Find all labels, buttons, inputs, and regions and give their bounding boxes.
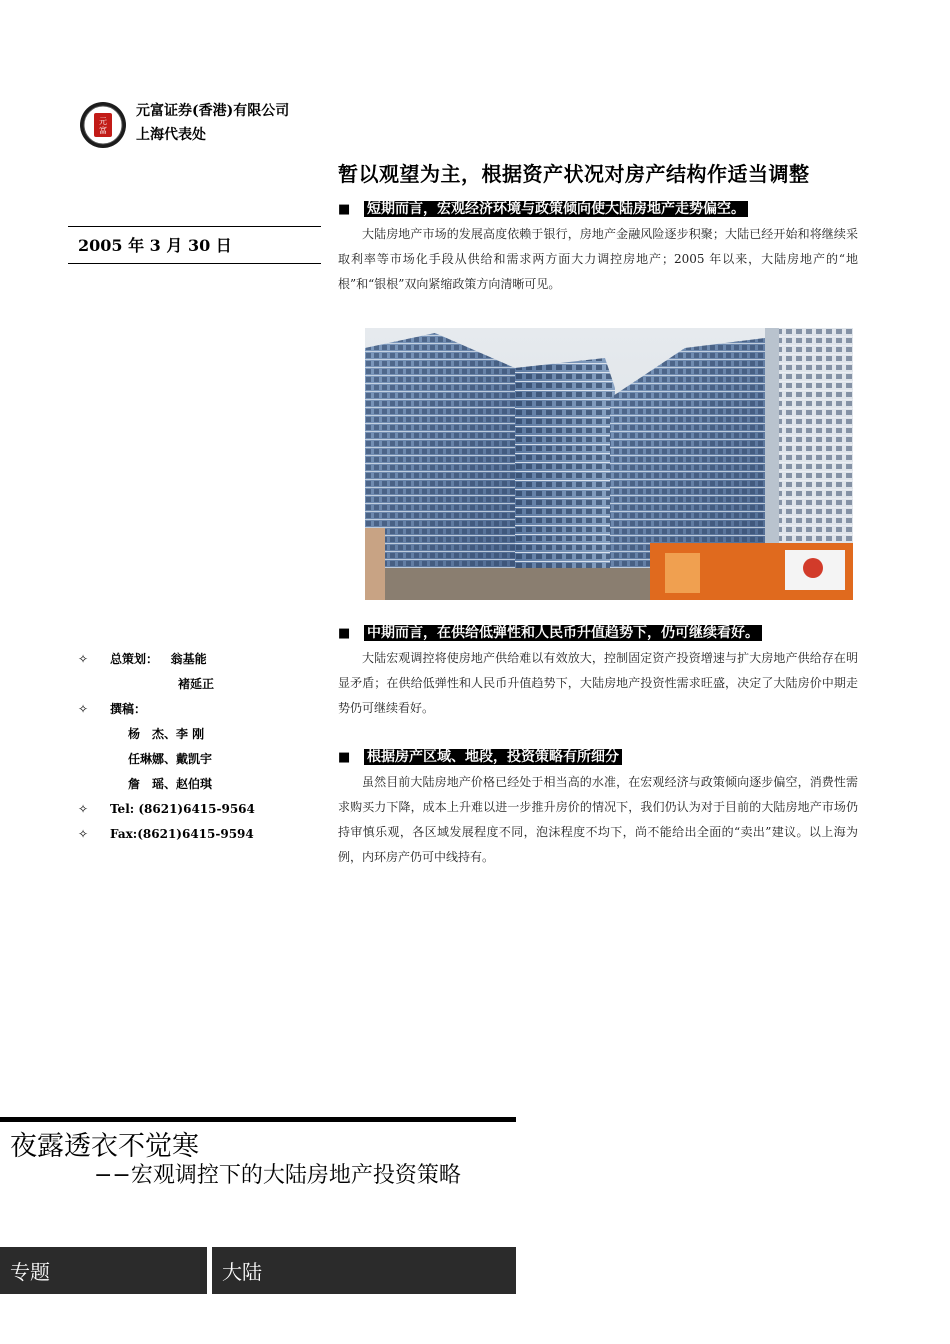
writers-names-2: 任琳娜、戴凯宇 [128, 752, 213, 766]
writer-row [78, 697, 255, 722]
company-name [136, 99, 289, 147]
section-2-heading-text: 中期而言，在供给低弹性和人民币升值趋势下，仍可继续看好。 [364, 625, 762, 641]
section-2-heading [338, 623, 762, 644]
diamond-star-icon: ✧ [78, 827, 89, 841]
writer-label: 撰稿： [110, 702, 147, 716]
building-photo [365, 328, 853, 600]
planner-label: 总策划： [110, 652, 159, 666]
writers-row-3 [78, 772, 255, 797]
section-1-heading-text: 短期而言，宏观经济环境与政策倾向使大陆房地产走势偏空。 [364, 201, 748, 217]
fax-number: Fax:(8621)6415-9594 [110, 827, 254, 841]
section-3-heading [338, 747, 622, 768]
writers-names-1: 杨 杰、李 刚 [128, 727, 205, 741]
planner-row [78, 647, 255, 672]
report-subtitle: −−宏观调控下的大陆房地产投资策略 [94, 1163, 461, 1188]
report-date: 2005 年 3 月 30 日 [78, 236, 232, 255]
company-line-2: 上海代表处 [136, 127, 206, 143]
planner-row-2 [78, 672, 255, 697]
date-rule-top [68, 226, 321, 227]
writers-row-1 [78, 722, 255, 747]
contact-block [78, 647, 255, 847]
date-rule-bottom [68, 263, 321, 264]
planner-name-2: 褚延正 [178, 677, 215, 691]
section-1-body: 大陆房地产市场的发展高度依赖于银行，房地产金融风险逐步积聚；大陆已经开始和将继续采取利率等市场化手段从供给和需求两方面大力调控房地产；2005 年以来，大陆房地产的“地根”和“银根”双向紧缩政策方向清晰可见。 [338, 227, 858, 291]
diamond-star-icon: ✧ [78, 652, 89, 666]
writers-names-3: 詹 瑶、赵伯琪 [128, 777, 213, 791]
section-2-body: 大陆宏观调控将使房地产供给难以有效放大，控制固定资产投资增速与扩大房地产供给存在明显矛盾；在供给低弹性和人民币升值趋势下，大陆房地产投资性需求旺盛，决定了大陆房价中期走势仍可继续看好。 [338, 651, 858, 715]
bullet-square: ■ [338, 750, 351, 765]
bullet-square: ■ [338, 626, 351, 641]
headline: 暂以观望为主，根据资产状况对房产结构作适当调整 [338, 162, 810, 186]
diamond-star-icon: ✧ [78, 702, 89, 716]
company-logo [78, 100, 128, 150]
report-title: 夜露透衣不觉寒 [10, 1131, 199, 1162]
tag-region: 大陆 [212, 1247, 516, 1294]
tel-row [78, 797, 255, 822]
section-3-heading-text: 根据房产区域、地段，投资策略有所细分 [364, 749, 622, 765]
svg-text:富: 富 [99, 126, 107, 135]
writers-row-2 [78, 747, 255, 772]
planner-name-1: 翁基能 [170, 652, 207, 666]
fax-row [78, 822, 255, 847]
title-rule [0, 1117, 516, 1122]
bullet-square: ■ [338, 202, 351, 217]
diamond-star-icon: ✧ [78, 802, 89, 816]
tag-report-type: 专题 [0, 1247, 207, 1294]
company-line-1: 元富证券(香港)有限公司 [136, 103, 290, 119]
section-3-body: 虽然目前大陆房地产价格已经处于相当高的水准，在宏观经济与政策倾向逐步偏空，消费性需求购买力下降，成本上升难以进一步推升房价的情况下，我们仍认为对于目前的大陆房地产市场仍持审慎乐观，各区域发展程度不同，泡沫程度不均下，尚不能给出全面的“卖出”建议。以上海为例，内环房产仍可中线持有。 [338, 775, 858, 864]
svg-text:元: 元 [99, 117, 107, 126]
tel-number: Tel: (8621)6415-9564 [110, 802, 255, 816]
section-1-heading [338, 199, 748, 220]
